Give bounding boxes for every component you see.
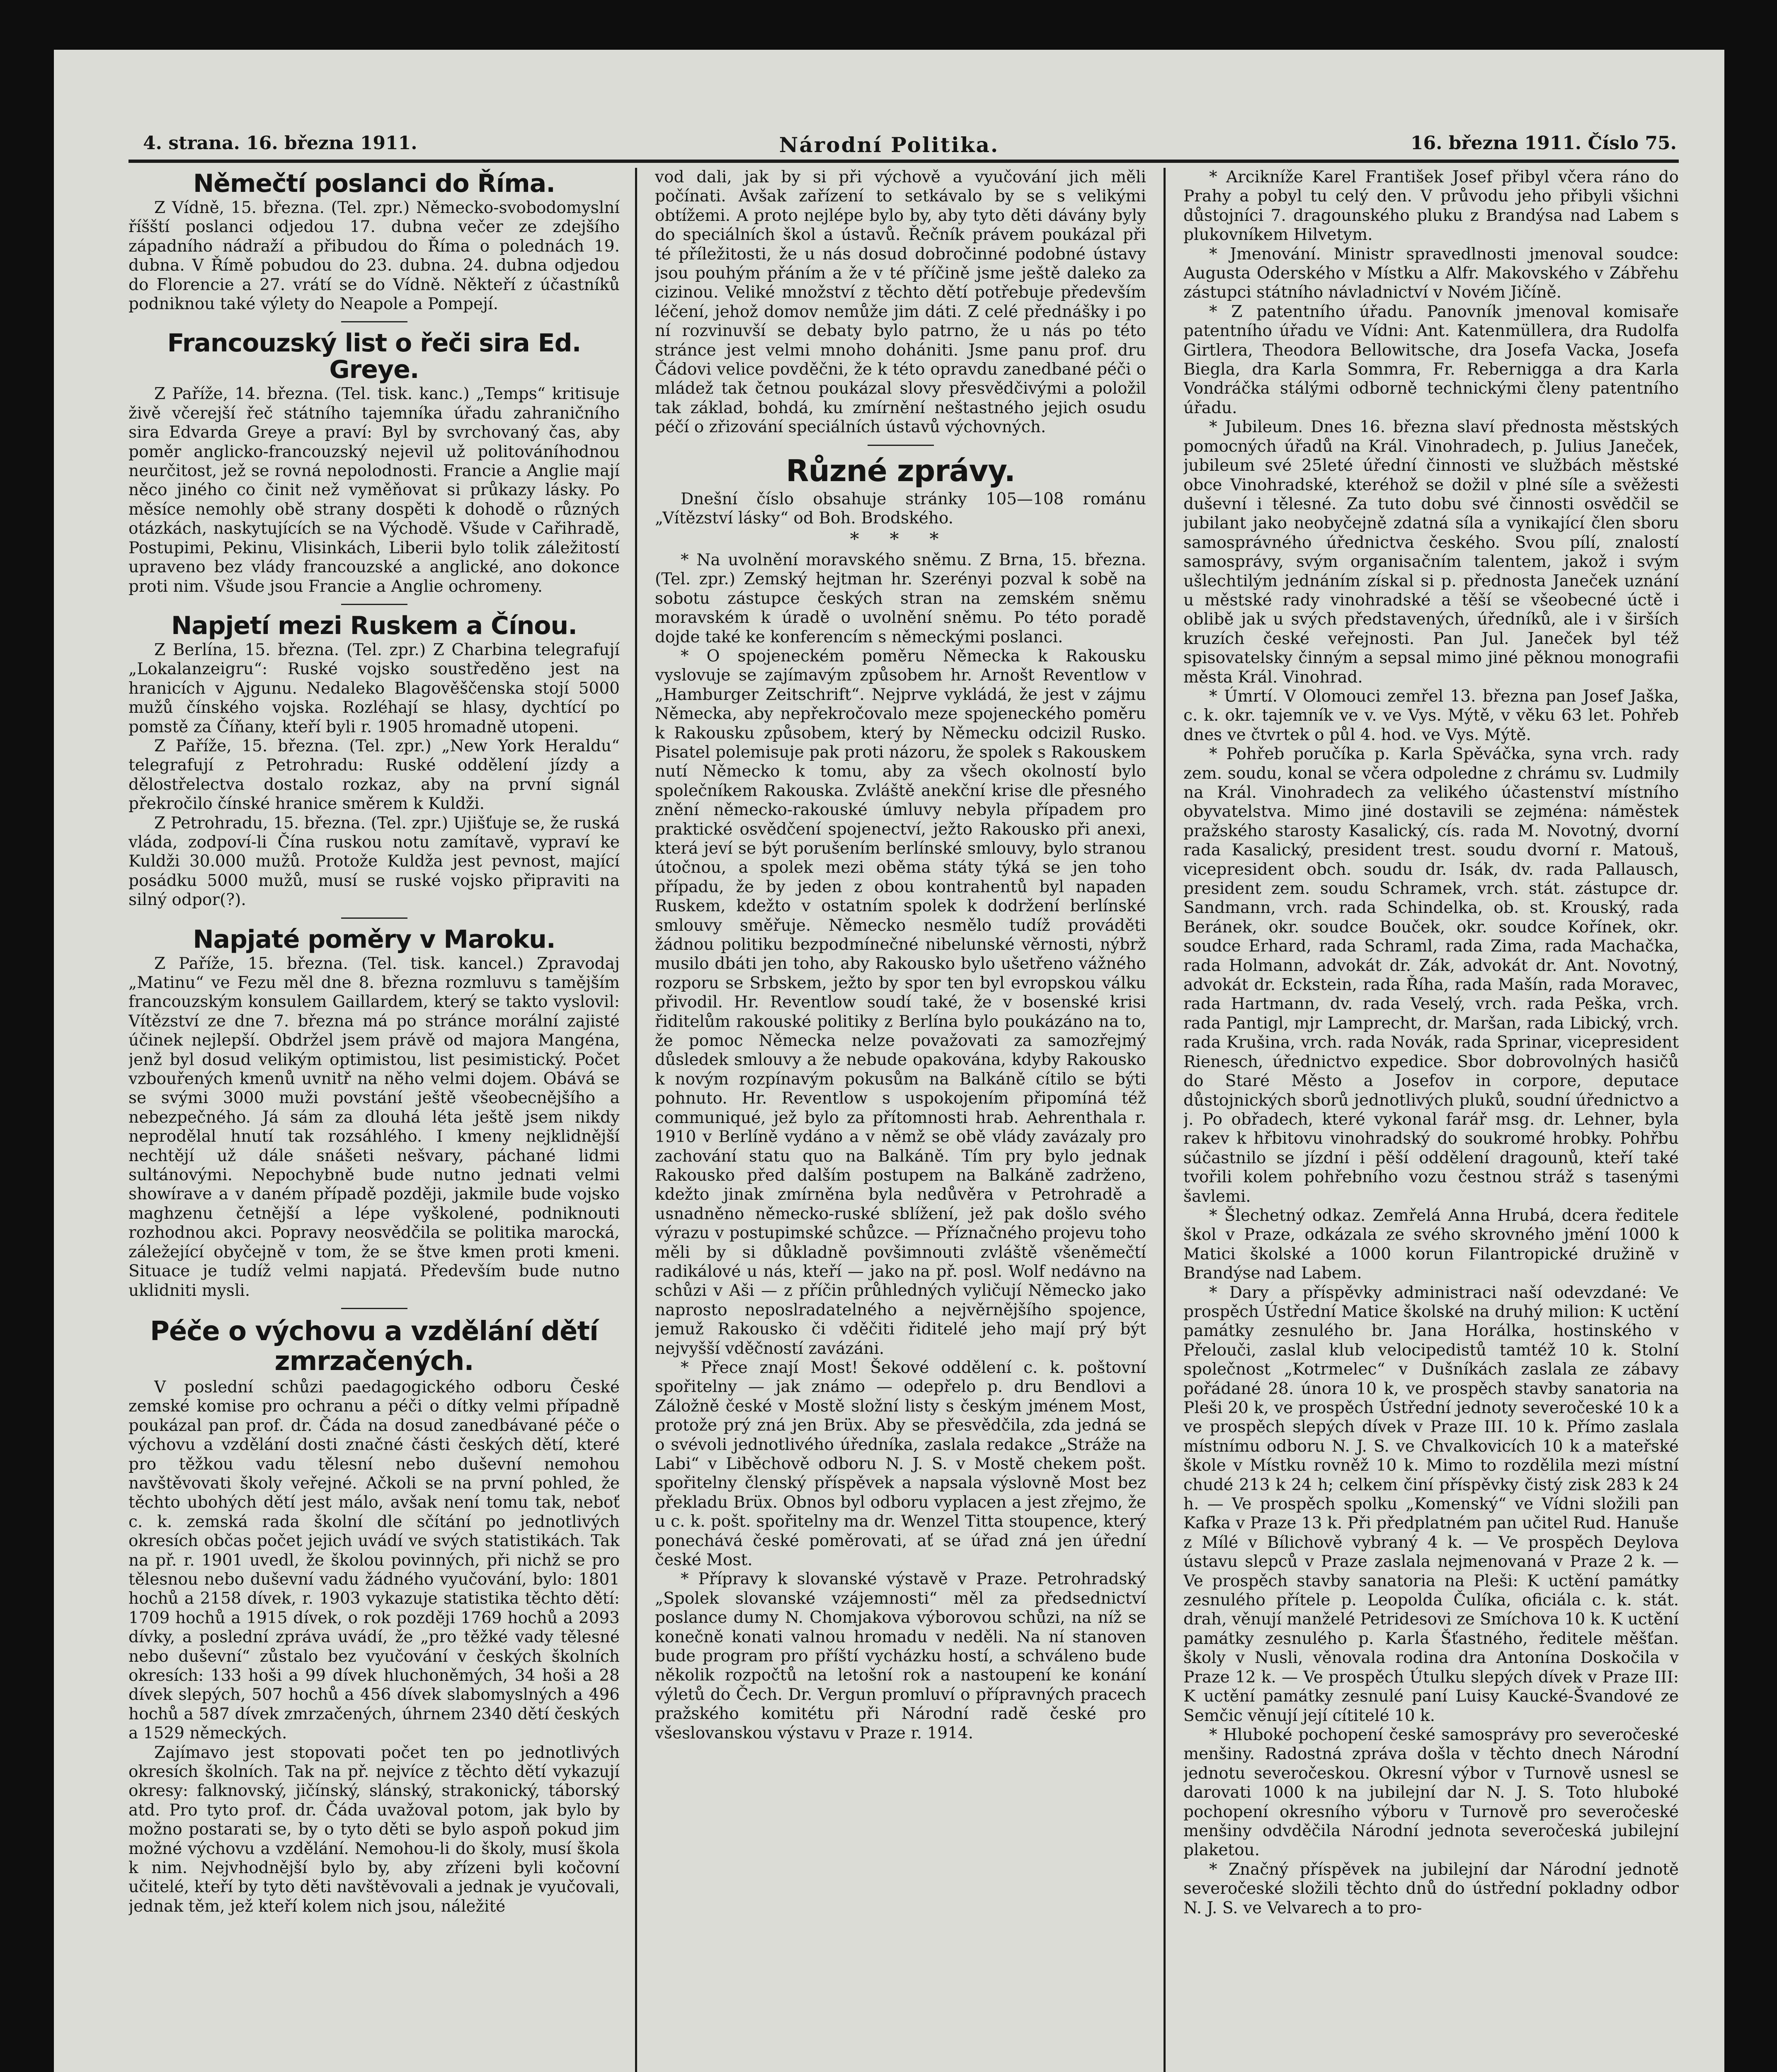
article-most: * Přece znají Most! Šekové oddělení c. k. poštovní spořitelny — jak známo — odepřelo p. dru Bendlovi a Záložně české v Mostě složní listy s českým jménem Most, protože prý zná jen Brüx. Aby se přesvědčila, zda jedná se o svévoli jednotlivého úředníka, zaslala redakce „Stráže na Labi“ v Liběchově odboru N. J. S. v Mostě chekem pošt. spořitelny členský příspěvek a napsala výslovně Most bez překladu Brüx. Obnos byl odboru vyplacen a jest zřejmo, že u c. k. pošt. spořitelny ma dr. Wenzel Titta stoupence, který ponechává české poměrovati, ať se úřad zná jen úřední české Most. <box>655 1358 1146 1570</box>
article-hluboke-pochopeni: * Hluboké pochopení české samosprávy pro severočeské menšiny. Radostná zpráva došla v těchto dnech Národní jednotu severočeskou. Okresní výbor v Turnově usnesl se darovati 1000 k na jubilejní dar N. J. S. Toto hluboké pochopení okresního výboru v Turnově pro severočeské menšiny odvděčila Národní jednota severočeská jubilejní plaketou. <box>1183 1725 1679 1860</box>
article-dary: * Dary a příspěvky administraci naší odevzdané: Ve prospěch Ústřední Matice školské na druhý milion: K uctění památky zesnulého br. Jana Horálka, hostinského v Přelouči, zaslal klub velocipedistů tamtéž 10 k. Stolní společnost „Kotrmelec“ v Dušníkách zaslala ze zábavy pořádané 28. února 10 k, ve prospěch stavby sanatoria na Pleši 20 k, ve prospěch Ústřední jednoty severočeské 10 k a ve prospěch slepých dívek v Praze III. 10 k. Přímo zaslala místnímu odboru N. J. S. ve Chvalkovicích 10 k a mateřské škole v Místku rovněž 10 k. Mimo to rozdělila mezi místní chudé 213 k 24 h; celkem činí příspěvky čistý zisk 283 k 24 h. — Ve prospěch spolku „Komenský“ ve Vídni složili pan Kafka v Praze 13 k. Při předplatném pan učitel Rud. Hanuše z Mílé v Bílichově vybraný 4 k. — Ve prospěch Deylova ústavu slepců v Praze zaslala nejmenovaná v Praze 2 k. — Ve prospěch stavby sanatoria na Pleši: K uctění památky zesnulého přítele p. Leopolda Čulíka, oficiála c. k. stát. drah, věnují manželé Petridesovi ze Smíchova 10 k. K uctění památky zesnulého p. Karla Šťastného, ředitele měšťan. školy v Nusli, věnovala rodina dra Antonína Doskočila v Praze 12 k. — Ve prospěch Útulku slepých dívek v Praze III: K uctění památky zesnulé paní Luisy Kaucké-Švandové ze Semčic věnují její cítitelé 10 k. <box>1183 1283 1679 1725</box>
separator <box>341 321 407 322</box>
star-separator: * * * <box>850 528 951 550</box>
issue-date-number: 16. března 1911. Číslo 75. <box>1410 133 1677 154</box>
columns <box>128 168 1679 2072</box>
article-pece-1: V poslední schůzi paedagogického odboru České zemské komise pro ochranu a péči o dítky velmi případně poukázal pan prof. dr. Čáda na dosud zanedbávané péče o výchovu a vzdělání dosti značné části českých dětí, které pro těžkou vadu tělesní nebo duševní nemohou navštěvovati školy veřejné. Ačkoli se na první pohled, že těchto ubohých dětí jest málo, avšak není tomu tak, neboť c. k. zemská rada školní dle sčítání po jednotlivých okresích občas počet jejich uvádí ve svých statistikách. Tak na př. r. 1901 uvedl, že školou povinných, při nichž se pro tělesnou nebo duševní vadu žádného vyučování, bylo: 1801 hochů a 2158 dívek, r. 1903 vykazuje statistika těchto dětí: 1709 hochů a 1915 dívek, o rok později 1769 hochů a 2093 dívky, a poslední zpráva uvádí, že „pro těžké vady tělesné nebo duševní“ zůstalo bez vyučování v českých školních okresích: 133 hoši a 99 dívek hluchoněmých, 34 hoši a 28 dívek slepých, 507 hochů a 456 dívek slabomyslných a 496 hochů a 587 dívek zmrzačených, úhrnem 2340 dětí českých a 1529 německých. <box>128 1377 620 1743</box>
newspaper-title: Národní Politika. <box>779 133 999 157</box>
column-divider <box>635 168 637 2072</box>
column-middle <box>655 168 1146 2072</box>
article-odkaz: * Šlechetný odkaz. Zemřelá Anna Hrubá, dcera ředitele škol v Praze, odkázala ze svého skrovného jmění 1000 k Matici školské a 1000 korun Filantropické družině v Brandýse nad Labem. <box>1183 1206 1679 1283</box>
article-znacny-prispevek: * Značný příspěvek na jubilejní dar Národní jednotě severočeské složili těchto dnů do ústřední pokladny odbor N. J. S. ve Velvarech a to pro- <box>1183 1860 1679 1917</box>
headline-maroko: Napjaté poměry v Maroku. <box>193 925 555 954</box>
separator <box>341 1308 407 1309</box>
article-cina-pariz: Z Paříže, 15. března. (Tel. zpr.) „New York Heraldu“ telegrafují z Petrohradu: Ruské oddělení jízdy a dělostřelectva dostalo rozkaz, aby na první signál překročilo čínské hranice směrem k Kuldži. <box>128 736 620 813</box>
section-heading-ruzne-zpravy: Různé zprávy. <box>786 453 1015 488</box>
separator <box>868 445 934 446</box>
article-umrti: * Úmrtí. V Olomouci zemřel 13. března pan Josef Jaška, c. k. okr. tajemník ve v. ve Vys. Mýtě, v věku 63 let. Pohřeb dnes ve čtvrtek o půl 4. hod. ve Vys. Mýtě. <box>1183 687 1679 744</box>
newspaper-page <box>54 50 1724 2072</box>
column-left <box>128 168 620 2072</box>
article-cina-petrohrad: Z Petrohradu, 15. března. (Tel. zpr.) Ujišťuje se, že ruská vláda, zodpoví-li Čína ruskou notu zamítavě, vypraví ke Kuldži 30.000 mužů. Protože Kuldža jest pevnost, mající posádku 5000 mužů, musí se ruské vojsko připraviti na silný odpor(?). <box>128 813 620 910</box>
article-jmenovani: * Jmenování. Ministr spravedlnosti jmenoval soudce: Augusta Oderského v Místku a Alfr. Makovského v Zábřehu zástupci státního návladnictví v Novém Jičíně. <box>1183 244 1679 302</box>
article-pece-continued: vod dali, jak by si při výchově a vyučování jich měli počínati. Avšak zařízení to setkávalo by se s velikými obtížemi. A proto nejlépe bylo by, aby tyto děti dávány byly do speciálních škol a ústavů. Řečník právem poukázal při té příležitosti, že u nás dosud dobročinné podobné ústavy jsou pouhým přáním a že v té příčině jsme ještě daleko za cizinou. Veliké množství z těchto dětí potřebuje především léčení, jehož domov nemůže jim dáti. Z celé přednášky i po ní rozvinuvší se debaty bylo patrno, že u nás po této stránce jest velmi mnoho dohániti. Jsme panu prof. dru Čádovi velice povděčni, že k této opravdu zanedbané péči o mládež tak četnou poukázal slovy přesvědčivými a položil tak základ, bohdá, ku zmírnění neštastného jejich osudu péčí o zřizování speciálních ústavů výchovných. <box>655 168 1146 437</box>
article-pohreb: * Pohřeb poručíka p. Karla Spěváčka, syna vrch. rady zem. soudu, konal se včera odpoledne z chrámu sv. Ludmily na Král. Vinohradech za velikého účastenství místního obyvatelstva. Mimo jiné dostavili se zejména: náměstek pražského starosty Kasalický, cís. rada M. Novotný, dvorní rada Kasalický, president trest. soudu dvorní r. Matouš, vicepresident obch. soudu dr. Isák, dv. rada Pallausch, president zem. soudu Schramek, vrch. stát. zástupce dr. Sandmann, vrch. rada Schindelka, ob. st. Krouský, rada Beránek, okr. soudce Bouček, okr. soudce Kořínek, okr. soudce Erhard, rada Schraml, rada Zima, rada Machačka, rada Holmann, advokát dr. Zák, advokát dr. Ant. Novotný, advokát dr. Eckstein, rada Říha, rada Mašín, rada Moravec, rada Hartmann, dv. rada Veselý, vrch. rada Peška, vrch. rada Pantigl, mjr Lamprecht, dr. Maršan, rada Libický, vrch. rada Krušina, vrch. rada Novák, rada Sprinar, vicepresident Rienesch, úřednictvo expedice. Sbor dobrovolných hasičů do Staré Město a Josefov in corpore, deputace důstojnických sborů jednotlivých pluků, soudní úřednictvo a j. Po obřadech, které vykonal farář msg. dr. Lehner, byla rakev k hřbitovu vinohradský do soukromé hrobky. Pohřbu súčastnilo se jízdní i pěší oddělení dragounů, kteří také tvořili kolem pohřebního vozu čestnou stráž s tasenými šavlemi. <box>1183 745 1679 1206</box>
article-jubileum: * Jubileum. Dnes 16. března slaví přednosta městských pomocných úřadů na Král. Vinohradech, p. Julius Janeček, jubileum své 25leté úřední činnosti ve službách městské obce Vinohradské, kteréhož se dožil v plné síle a svěžesti duševní i tělesné. Za tuto dobu své činnosti osvědčil se jubilant jako neobyčejně zdatná síla a vynikající člen sboru samosprávného úřednictva českého. Svou pílí, znalostí samosprávy, svým organisačním talentem, jakož i svým ušlechtilým jednáním získal si p. přednosta Janeček uznání u městské rady vinohradské a těší se všeobecné úctě i oblibě jak u svých představených, úředníků, ale i v širších kruzích české veřejnosti. Pan Jul. Janeček byl též spisovatelsky činným a sepsal mimo jiné pěknou monografii města Král. Vinohrad. <box>1183 418 1679 687</box>
separator <box>341 917 407 919</box>
article-vystava: * Přípravy k slovanské výstavě v Praze. Petrohradský „Spolek slovanské vzájemnosti“ měl za předsednictví poslance dumy N. Chomjakova výborovou schůzi, na níž se konečně konati valnou hromadu v neděli. Na ní stanoven bude program pro příští vycházku hostí, a schváleno bude několik rozpočtů na letošní rok a nastoupení ke konání výletů do Čech. Dr. Vergun promluví o přípravných pracech pražského komitétu při Národní radě české pro všeslovanskou výstavu v Praze r. 1914. <box>655 1570 1146 1743</box>
column-divider <box>1164 168 1166 2072</box>
masthead-rule <box>128 160 1679 163</box>
notice-obsah: Dnešní číslo obsahuje stránky 105—108 románu „Vítězství lásky“ od Boh. Brodského. <box>655 489 1146 528</box>
column-right <box>1183 168 1679 2072</box>
headline-cina: Napjetí mezi Ruskem a Čínou. <box>171 611 577 640</box>
article-grey: Z Paříže, 14. března. (Tel. tisk. kanc.) „Temps“ kritisuje živě včerejší řeč státního tajemníka úřadu zahraničního sira Edvarda Greye a praví: Byl by svrchovaný čas, aby poměr anglicko-francouzský nejevil už politováníhodnou neurčitost, jež se rovná nepolodnosti. Francie a Anglie mají něco jiného co činit než vyměňovat si průkazy lásky. Po měsíce nemohly obě strany dospěti k dohodě o různých otázkách, naskytujících se na Východě. Všude v Cařihradě, Postupimi, Pekinu, Vlisinkách, Liberii bylo tolik záležitostí upraveno bez vlády francouzské a anglické, ano dokonce proti nim. Všude jsou Francie a Anglie ochromeny. <box>128 385 620 596</box>
article-pece-2: Zajímavo jest stopovati počet ten po jednotlivých okresích školních. Tak na př. nejvíce z těchto dětí vykazují okresy: falknovský, jičínský, slánský, strakonický, táborský atd. Pro tyto prof. dr. Čáda uvažoval potom, jak bylo by možno postarati se, by o tyto děti se bylo aspoň pokud jim možné výchovu a vzdělání. Nemohou-li do školy, musí škola k nim. Nejvhodnější bylo by, aby zřízeni byli kočovní učitelé, kteří by tyto děti navštěvovali a jednak je vyučovali, jednak těm, jež kteří kolem nich jsou, náležité <box>128 1743 620 1916</box>
page-number-date: 4. strana. 16. března 1911. <box>143 133 417 154</box>
article-maroko: Z Paříže, 15. března. (Tel. tisk. kancel.) Zpravodaj „Matinu“ ve Fezu měl dne 8. března rozmluvu s tamějším francouzským konsulem Gaillardem, který se takto vyslovil: Vítězství ze dne 7. března má po stránce morální zajisté účinek nejlepší. Obdržel jsem právě od majora Mangéna, jenž byl dosud velikým optimistou, list pesimistický. Počet vzbouřených kmenů uvnitř na něho velmi dojem. Obává se se svými 3000 muži povstání ještě všeobecnějšího a nebezpečného. Já sám za dlouhá léta ještě jsem nikdy neprodělal hnutí tak rozsáhlého. I kmeny nejklidnější nechtějí už dále snášeti nešvary, páchané lidmi sultánovými. Nepochybně bude nutno jednati velmi showírave a v daném případě později, jakmile bude vojsko maghzenu četnější a lépe vyškolené, podniknouti rozhodnou akci. Popravy neosvědčila se politika marocká, záležející obyčejně v tom, že se štve kmen proti kmeni. Situace je tudíž velmi napjatá. Především bude nutno uklidniti mysli. <box>128 954 620 1300</box>
article-cina-berlin: Z Berlína, 15. března. (Tel. zpr.) Z Charbina telegrafují „Lokalanzeigru“: Ruské vojsko soustředěno jest na hranicích v Ajgunu. Nedaleko Blagověščenska stojí 5000 mužů čínského vojska. Rozléhají se hlasy, dychtící po pomstě za Číňany, kteří byli r. 1905 hromadně utopeni. <box>128 640 620 736</box>
headline-pece: Péče o výchovu a vzdělání dětí zmrzačených. <box>150 1316 598 1377</box>
headline-rim: Němečtí poslanci do Říma. <box>193 169 555 198</box>
article-rakousko: * O spojeneckém poměru Německa k Rakousku vyslovuje se zajímavým způsobem hr. Arnošt Reventlow v „Hamburger Zeitschrift“. Nejprve vykládá, že jest v zájmu Německa, aby nepřekročovalo meze spojeneckého poměru k Rakousku způsobem, který by Německu odcizil Rusko. Pisatel polemisuje pak proti názoru, že spolek s Rakouskem nutí Německo k tomu, aby za všech okolností bylo společníkem Rakouska. Zvláště anekční krise dle přesného znění německo-rakouské úmluvy nebyla případem pro praktické osvědčení spojenectví, ježto Rakousko při anexi, která jeví se být porušením berlínské smlouvy, bylo stranou útočnou, a spolek mezi oběma státy týká se jen toho případu, že by jeden z obou kontrahentů byl napaden Ruskem, kdežto v ostatním spolek k dodržení berlínské smlouvy směřuje. Německo nesmělo tudíž prováděti žádnou politiku bezpodmínečné nibelunské věrnosti, nýbrž musilo dbáti jen toho, aby Rakousko bylo ušetřeno vážného rozporu se Srbskem, ježto by spor ten byl evropskou válku přivodil. Hr. Reventlow soudí také, že v bosenské krisi řiditelům rakouské politiky z Berlína bylo poukázáno na to, že pomoc Německa nelze považovati za samozřejmý důsledek smlouvy a že nebude opakována, kdyby Rakousko k novým rozpínavým pokusům na Balkáně cítilo se býti pohnuto. Hr. Reventlow s uspokojením připomíná též communiqué, jež bylo za přítomnosti hrab. Aehrenthala r. 1910 v Berlíně vydáno a v němž se obě vlády zavázaly pro zachování statu quo na Balkáně. Tím pry bylo jednak Rakousko před dalším postupem na Balkáně zadrženo, kdežto jinak zmírněna byla nedůvěra v Petrohradě a usnadněno německo-ruské sblížení, jež pak došlo svého výrazu v postupimské schůzce. — Příznačného projevu toho měli by si důkladně povšimnouti zvláště všeněmečtí radikálové u nás, kteří — jako na př. posl. Wolf nedávno na schůzi v Aši — z příčin průhledných vyličují Německo jako naprosto neposlradatelného a nejvěrnějšího spojence, jemuž Rakousko či vděčiti řiditelé jeho mají prý být nejvyšší vděčností zavázáni. <box>655 646 1146 1358</box>
article-rim: Z Vídně, 15. března. (Tel. zpr.) Německo-svobodomyslní říšští poslanci odjedou 17. dubna večer ze zdejšího západního nádraží a přibudou do Říma o polednách 19. dubna. V Římě pobudou do 23. dubna. 24. dubna odjedou do Florencie a 27. vrátí se do Vídně. Někteří z účastníků podniknou také výlety do Neapole a Pompejí. <box>128 198 620 314</box>
article-arcikniize: * Arcikníže Karel František Josef přibyl včera ráno do Prahy a pobyl tu celý den. V průvodu jeho přibyli všichni důstojníci 7. dragounského pluku z Brandýsa nad Labem s plukovníkem Hilvetym. <box>1183 168 1679 244</box>
article-brno: * Na uvolnění moravského sněmu. Z Brna, 15. března. (Tel. zpr.) Zemský hejtman hr. Szerényi pozval k sobě na sobotu zástupce českých stran na zemském sněmu moravském k úradě o uvolnění sněmu. Po této poradě dojde také ke konferencím s německými poslanci. <box>655 550 1146 646</box>
separator <box>341 604 407 605</box>
masthead <box>54 50 1724 157</box>
article-patent: * Z patentního úřadu. Panovník jmenoval komisaře patentního úřadu ve Vídni: Ant. Katenmüllera, dra Rudolfa Girtlera, Theodora Bellowitsche, dra Josefa Vacka, Josefa Biegla, dra Karla Sommra, Fr. Rebernigga a dra Karla Vondráčka stálými odborně technickými členy patentního úřadu. <box>1183 302 1679 417</box>
headline-grey: Francouzský list o řeči sira Ed. Greye. <box>167 329 581 385</box>
